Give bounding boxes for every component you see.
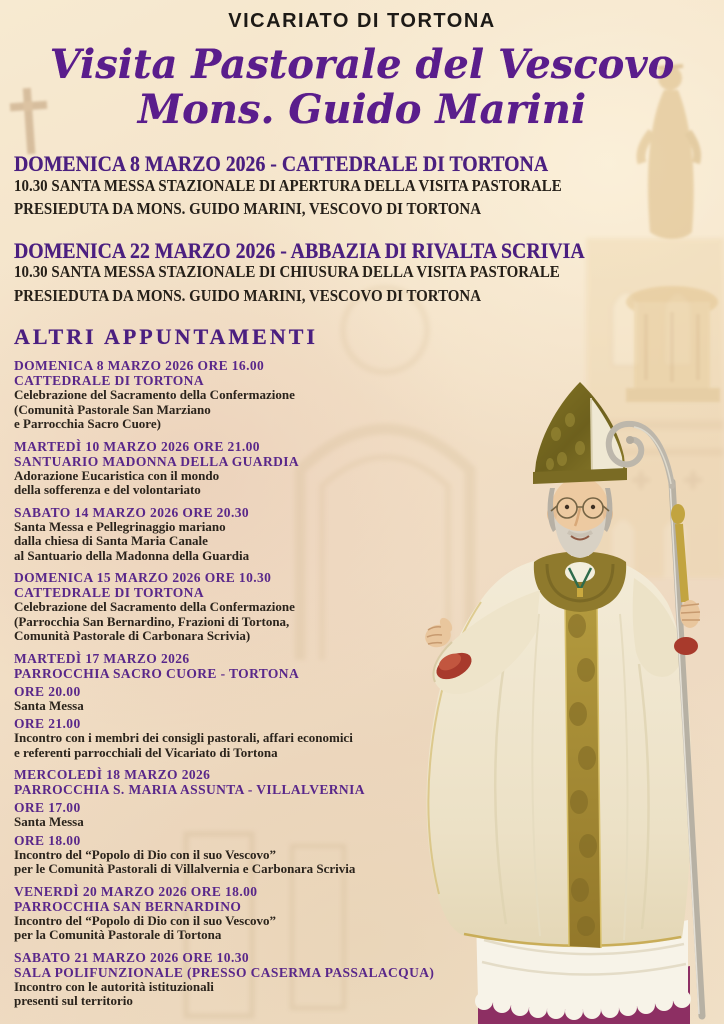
event-detail-line: Celebrazione del Sacramento della Confermazione xyxy=(14,387,295,402)
event-place-line: SALA POLIFUNZIONALE (PRESSO CASERMA PASSALACQUA) xyxy=(14,964,435,980)
other-appointments-heading: ALTRI APPUNTAMENTI xyxy=(14,324,318,349)
main-event-title: DOMENICA 8 MARZO 2026 - CATTEDRALE DI TORTONA xyxy=(14,151,549,176)
appointment-mar10 xyxy=(14,439,714,498)
event-detail-line: Incontro del “Popolo di Dio con il suo Vescovo” xyxy=(14,846,276,862)
main-event-closing xyxy=(14,237,714,308)
event-date-line: SABATO 21 MARZO 2026 ORE 10.30 xyxy=(14,949,250,965)
poster-header xyxy=(0,0,724,132)
event-detail-line: presenti sul territorio xyxy=(14,993,133,1008)
event-detail-line: Comunità Pastorale di Carbonara Scrivia) xyxy=(14,628,251,643)
event-detail-line: dalla chiesa di Santa Maria Canale xyxy=(14,533,208,548)
main-event-opening xyxy=(14,150,714,221)
event-detail-line: Celebrazione del Sacramento della Confermazione xyxy=(14,599,295,614)
event-detail-line: (Comunità Pastorale San Marziano xyxy=(14,401,211,417)
event-detail-line: Santa Messa xyxy=(14,697,84,713)
event-detail-line: Adorazione Eucaristica con il mondo xyxy=(14,467,220,483)
appointment-mar14 xyxy=(14,505,714,564)
event-place-line: PARROCCHIA S. MARIA ASSUNTA - VILLALVERNIA xyxy=(14,782,365,797)
event-date-line: VENERDÌ 20 MARZO 2026 ORE 18.00 xyxy=(14,883,258,899)
event-detail-line: Incontro con le autorità istituzionali xyxy=(14,978,214,994)
main-event-line: 10.30 SANTA MESSA STAZIONALE DI APERTURA DELLA VISITA PASTORALE xyxy=(14,175,562,195)
main-event-line: 10.30 SANTA MESSA STAZIONALE DI CHIUSURA DELLA VISITA PASTORALE xyxy=(14,262,560,281)
appointment-mar18 xyxy=(14,767,714,877)
event-date-line: DOMENICA 15 MARZO 2026 ORE 10.30 xyxy=(14,570,272,585)
event-detail-line: per la Comunità Pastorale di Tortona xyxy=(14,927,222,942)
event-time-line: ORE 18.00 xyxy=(14,832,81,848)
event-detail-line: (Parrocchia San Bernardino, Frazioni di Tortona, xyxy=(14,613,290,629)
event-detail-line: per le Comunità Pastorali di Villalvernia e Carbonara Scrivia xyxy=(14,861,356,876)
event-time-line: ORE 21.00 xyxy=(14,716,81,731)
event-detail-line: Santa Messa e Pellegrinaggio mariano xyxy=(14,518,226,534)
appointment-mar15 xyxy=(14,570,714,644)
event-date-line: SABATO 14 MARZO 2026 ORE 20.30 xyxy=(14,504,250,520)
events-column xyxy=(14,150,714,1009)
event-place-line: CATTEDRALE DI TORTONA xyxy=(14,585,204,600)
event-place-line: PARROCCHIA SACRO CUORE - TORTONA xyxy=(14,665,300,681)
main-event-title: DOMENICA 22 MARZO 2026 - ABBAZIA DI RIVALTA SCRIVIA xyxy=(14,237,585,263)
event-detail-line: al Santuario della Madonna della Guardia xyxy=(14,547,250,563)
vicariate-kicker: VICARIATO DI TORTONA xyxy=(228,10,496,32)
event-place-line: PARROCCHIA SAN BERNARDINO xyxy=(14,898,242,914)
poster-title-line1: Visita Pastorale del Vescovo xyxy=(49,41,675,88)
appointment-mar21 xyxy=(14,950,714,1009)
event-date-line: MARTEDÌ 10 MARZO 2026 ORE 21.00 xyxy=(14,438,260,454)
main-event-line: PRESIEDUTA DA MONS. GUIDO MARINI, VESCOVO DI TORTONA xyxy=(14,199,482,218)
appointment-mar20 xyxy=(14,884,714,943)
event-detail-line: e Parrocchia Sacro Cuore) xyxy=(14,416,161,431)
event-place-line: SANTUARIO MADONNA DELLA GUARDIA xyxy=(14,453,300,469)
poster-title xyxy=(0,42,724,132)
event-detail-line: e referenti parrocchiali del Vicariato di Tortona xyxy=(14,744,278,760)
event-time-line: ORE 20.00 xyxy=(14,683,81,699)
appointment-mar8 xyxy=(14,358,714,432)
event-detail-line: Incontro con i membri dei consigli pastorali, affari economici xyxy=(14,730,353,745)
event-detail-line: Santa Messa xyxy=(14,814,84,829)
event-detail-line: della sofferenza e del volontariato xyxy=(14,482,201,497)
poster-title-line2: Mons. Guido Marini xyxy=(137,86,587,133)
event-time-line: ORE 17.00 xyxy=(14,800,81,815)
event-date-line: DOMENICA 8 MARZO 2026 ORE 16.00 xyxy=(14,358,265,373)
event-detail-line: Incontro del “Popolo di Dio con il suo Vescovo” xyxy=(14,912,276,928)
appointment-mar17 xyxy=(14,651,714,761)
event-place-line: CATTEDRALE DI TORTONA xyxy=(14,373,204,388)
event-date-line: MARTEDÌ 17 MARZO 2026 xyxy=(14,650,190,666)
main-event-line: PRESIEDUTA DA MONS. GUIDO MARINI, VESCOVO DI TORTONA xyxy=(14,285,482,305)
event-date-line: MERCOLEDÌ 18 MARZO 2026 xyxy=(14,767,211,782)
